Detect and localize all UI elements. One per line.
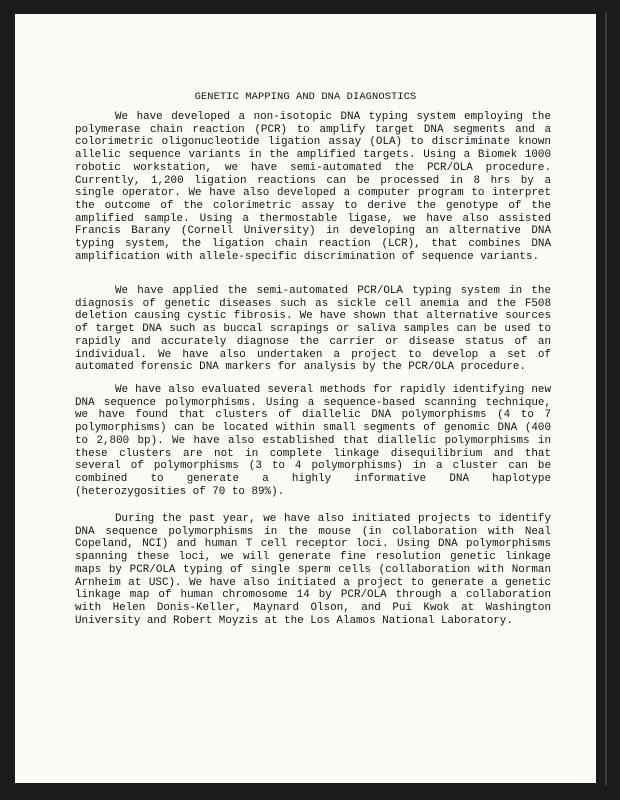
document-page bbox=[15, 14, 596, 783]
page-edge-shadow bbox=[605, 12, 607, 786]
paragraph-genetic-diagnosis: We have applied the semi-automated PCR/OLA typing system in the diagnosis of genetic diseases such as sickle cell anemia and the F508 deletion causing cystic fibrosis. We have shown that alternative sources of target DNA such as buccal scrapings or saliva samples can be used to rapidly and accurately diagnose the carrier or disease status of an individual. We have also undertaken a project to develop a set of automated forensic DNA markers for analysis by the PCR/OLA procedure. bbox=[75, 285, 551, 374]
document-title: GENETIC MAPPING AND DNA DIAGNOSTICS bbox=[194, 91, 417, 103]
paragraph-polymorphism-methods: We have also evaluated several methods for rapidly identifying new DNA sequence polymorphisms. Using a sequence-based scanning technique, we have found that clusters of diallelic DNA polymorphisms (4 to 7 polymorphisms) can be located within small segments of genomic DNA (400 to 2,800 bp). We have also established that diallelic polymorphisms in these clusters are not in complete linkage disequilibrium and that several of polymorphisms (3 to 4 polymorphisms) in a cluster can be combined to generate a highly informative DNA haplotype (heterozygosities of 70 to 89%). bbox=[75, 384, 551, 498]
paragraph-linkage-projects: During the past year, we have also initiated projects to identify DNA sequence polymorphisms in the mouse (in collaboration with Neal Copeland, NCI) and human T cell receptor loci. Using DNA polymorphisms spanning these loci, we will generate fine resolution genetic linkage maps by PCR/OLA typing of single sperm cells (collaboration with Norman Arnheim at USC). We have also initiated a project to generate a genetic linkage map of human chromosome 14 by PCR/OLA through a collaboration with Helen Donis-Keller, Maynard Olson, and Pui Kwok at Washington University and Robert Moyzis at the Los Alamos National Laboratory. bbox=[75, 513, 551, 627]
paragraph-pcr-ola-system: We have developed a non-isotopic DNA typing system employing the polymerase chain reaction (PCR) to amplify target DNA segments and a colorimetric oligonucleotide ligation assay (OLA) to discriminate known allelic sequence variants in the amplified targets. Using a Biomek 1000 robotic workstation, we have semi-automated the PCR/OLA procedure. Currently, 1,200 ligation reactions can be processed in 8 hrs by a single operator. We have also developed a computer program to interpret the outcome of the colorimetric assay to derive the genotype of the amplified sample. Using a thermostable ligase, we have also assisted Francis Barany (Cornell University) in developing an alternative DNA typing system, the ligation chain reaction (LCR), that combines DNA amplification with allele-specific discrimination of sequence variants. bbox=[75, 111, 551, 263]
